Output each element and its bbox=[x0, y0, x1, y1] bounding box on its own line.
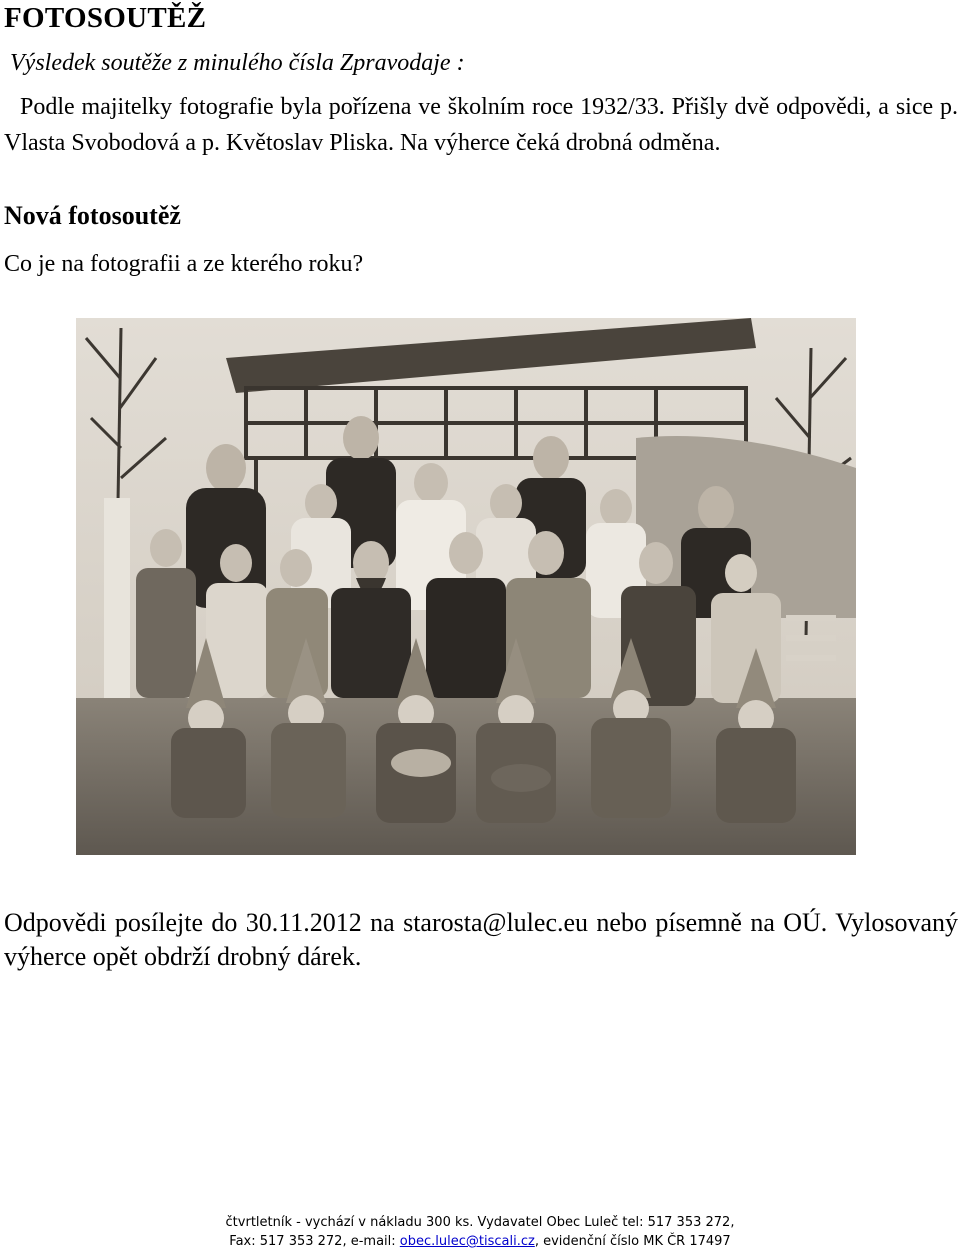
answer-instructions: Odpovědi posílejte do 30.11.2012 na starosta@lulec.eu nebo písemně na OÚ. Vylosovaný výherce opět obdrží drobný dárek. bbox=[4, 908, 958, 971]
footer bbox=[200, 1213, 760, 1251]
historic-group-photo bbox=[76, 318, 856, 855]
footer-line-2 bbox=[200, 1232, 760, 1251]
page-title: FOTOSOUTĚŽ bbox=[4, 2, 207, 34]
contest-question: Co je na fotografii a ze kterého roku? bbox=[4, 251, 364, 277]
white-tree-trunk bbox=[104, 498, 130, 698]
footer-fax-label: Fax: 517 353 272, e-mail: bbox=[229, 1234, 396, 1249]
previous-contest-subtitle: Výsledek soutěže z minulého čísla Zpravodaje : bbox=[10, 50, 465, 76]
previous-contest-result: Podle majitelky fotografie byla pořízena ve školním roce 1932/33. Přišly dvě odpovědi, a sice p. Vlasta Svobodová a p. Květoslav Pliska. Na výherce čeká drobná odměna. bbox=[4, 94, 958, 156]
footer-line-1: čtvrtletník - vychází v nákladu 300 ks. Vydavatel Obec Luleč tel: 517 353 272, bbox=[225, 1215, 735, 1230]
footer-registration: , evidenční číslo MK ČR 17497 bbox=[534, 1234, 731, 1249]
new-contest-heading: Nová fotosoutěž bbox=[4, 201, 181, 230]
footer-email-link[interactable]: obec.lulec@tiscali.cz bbox=[399, 1234, 535, 1249]
